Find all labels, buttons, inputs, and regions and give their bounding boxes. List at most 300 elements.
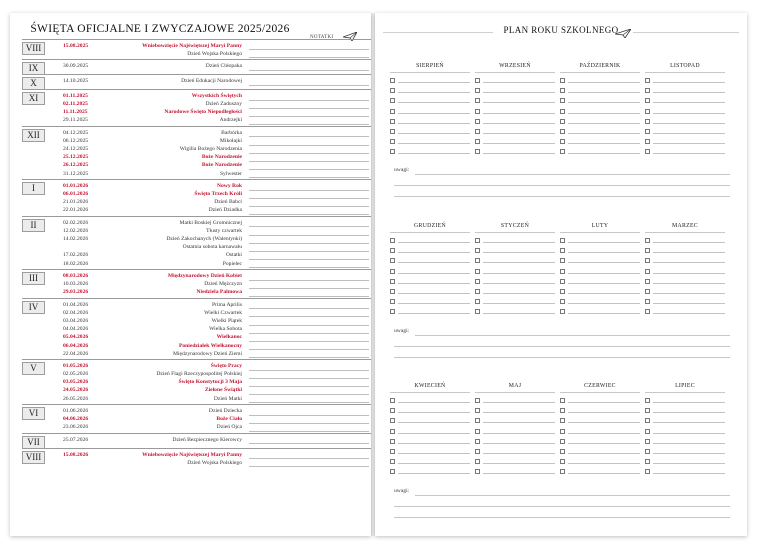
holiday-date: 21.01.2026 — [63, 199, 89, 206]
holiday-name: Boże Narodzenie — [201, 162, 242, 169]
task-item[interactable] — [390, 117, 470, 125]
checkbox[interactable] — [560, 469, 565, 474]
checkbox[interactable] — [390, 119, 395, 124]
holiday-date: 22.01.2026 — [63, 207, 89, 214]
checkbox[interactable] — [560, 299, 565, 304]
checkbox[interactable] — [645, 289, 650, 294]
holiday-date: 01.06.2026 — [63, 407, 89, 414]
task-item[interactable] — [475, 307, 555, 315]
task-item[interactable] — [475, 447, 555, 455]
task-item[interactable] — [390, 127, 470, 135]
task-line — [568, 242, 640, 243]
task-item[interactable] — [475, 467, 555, 475]
task-item[interactable] — [560, 406, 640, 414]
checkbox[interactable] — [475, 418, 480, 423]
task-item[interactable] — [645, 287, 725, 295]
task-item[interactable] — [390, 307, 470, 315]
checkbox[interactable] — [645, 129, 650, 134]
task-item[interactable] — [645, 277, 725, 285]
checkbox[interactable] — [475, 269, 480, 274]
checkbox[interactable] — [645, 98, 650, 103]
task-item[interactable] — [560, 396, 640, 404]
task-item[interactable] — [475, 256, 555, 264]
checkbox[interactable] — [560, 289, 565, 294]
task-item[interactable] — [645, 117, 725, 125]
holiday-date: 04.12.2025 — [63, 129, 89, 136]
checkbox[interactable] — [475, 119, 480, 124]
note-line[interactable] — [249, 466, 369, 467]
holiday-name: Narodowe Święto Niepodległości — [164, 109, 242, 116]
task-item[interactable] — [560, 277, 640, 285]
checkbox[interactable] — [475, 289, 480, 294]
checkbox[interactable] — [475, 459, 480, 464]
task-line — [568, 402, 640, 403]
task-line — [483, 242, 555, 243]
checkbox[interactable] — [560, 258, 565, 263]
task-line — [568, 473, 640, 474]
task-item[interactable] — [645, 86, 725, 94]
checkbox[interactable] — [475, 88, 480, 93]
month-block — [22, 404, 371, 434]
checkbox[interactable] — [390, 109, 395, 114]
remarks-line[interactable] — [415, 174, 730, 175]
task-item[interactable] — [475, 267, 555, 275]
holiday-name: Ostatnia sobota karnawału — [182, 244, 242, 251]
task-item[interactable] — [645, 457, 725, 465]
task-line — [653, 443, 725, 444]
task-line — [483, 153, 555, 154]
task-item[interactable] — [560, 447, 640, 455]
checkbox[interactable] — [475, 248, 480, 253]
task-item[interactable] — [475, 107, 555, 115]
task-item[interactable] — [475, 117, 555, 125]
task-item[interactable] — [390, 297, 470, 305]
checkbox[interactable] — [390, 418, 395, 423]
checkbox[interactable] — [475, 129, 480, 134]
checkbox[interactable] — [645, 119, 650, 124]
task-line — [568, 303, 640, 304]
task-item[interactable] — [560, 256, 640, 264]
checkbox[interactable] — [475, 279, 480, 284]
holiday-name: Wszystkich Świętych — [191, 92, 242, 99]
month-block — [22, 359, 371, 405]
task-line — [398, 133, 470, 134]
checkbox[interactable] — [390, 299, 395, 304]
task-line — [653, 113, 725, 114]
holiday-date: 06.01.2026 — [63, 191, 89, 198]
checkbox[interactable] — [560, 98, 565, 103]
holiday-name: Dzień Chłopaka — [205, 62, 242, 69]
checkbox[interactable] — [560, 279, 565, 284]
task-line — [653, 123, 725, 124]
holiday-date: 02.04.2026 — [63, 309, 89, 316]
holiday-date: 10.03.2026 — [63, 281, 89, 288]
task-item[interactable] — [390, 96, 470, 104]
checkbox[interactable] — [645, 398, 650, 403]
holiday-name: Niedziela Palmowa — [196, 289, 242, 296]
task-item[interactable] — [475, 277, 555, 285]
task-item[interactable] — [475, 137, 555, 145]
task-line — [568, 313, 640, 314]
task-line — [653, 153, 725, 154]
task-line — [568, 463, 640, 464]
checkbox[interactable] — [645, 149, 650, 154]
task-item[interactable] — [560, 76, 640, 84]
checkbox[interactable] — [390, 139, 395, 144]
task-item[interactable] — [475, 437, 555, 445]
task-item[interactable] — [560, 427, 640, 435]
month-roman-numeral: I — [22, 182, 45, 195]
task-item[interactable] — [645, 396, 725, 404]
task-item[interactable] — [645, 147, 725, 155]
task-item[interactable] — [560, 287, 640, 295]
task-item[interactable] — [560, 416, 640, 424]
task-line — [398, 473, 470, 474]
task-item[interactable] — [645, 76, 725, 84]
plan-title — [375, 25, 747, 35]
task-line — [568, 133, 640, 134]
task-item[interactable] — [645, 96, 725, 104]
task-item[interactable] — [560, 137, 640, 145]
month-column-header: KWIECIEŃ — [414, 383, 446, 389]
task-item[interactable] — [475, 246, 555, 254]
task-item[interactable] — [645, 267, 725, 275]
checkbox[interactable] — [390, 149, 395, 154]
task-item[interactable] — [645, 107, 725, 115]
holiday-name: Mikołajki — [219, 137, 242, 144]
task-item[interactable] — [645, 236, 725, 244]
remarks-label: uwagi: — [394, 167, 410, 173]
checkbox[interactable] — [475, 238, 480, 243]
checkbox[interactable] — [390, 238, 395, 243]
task-item[interactable] — [475, 297, 555, 305]
task-item[interactable] — [390, 147, 470, 155]
task-item[interactable] — [645, 427, 725, 435]
remarks-line[interactable] — [394, 506, 730, 507]
task-line — [653, 293, 725, 294]
task-line — [483, 402, 555, 403]
task-line — [653, 262, 725, 263]
checkbox[interactable] — [560, 129, 565, 134]
task-item[interactable] — [475, 406, 555, 414]
checkbox[interactable] — [645, 238, 650, 243]
checkbox[interactable] — [560, 408, 565, 413]
holiday-name: Dzień Wojska Polskiego — [187, 459, 242, 466]
header-underline — [390, 392, 470, 393]
checkbox[interactable] — [475, 309, 480, 314]
holiday-name: Dzień Flagi Rzeczypospolitej Polskiej — [156, 371, 242, 378]
checkbox[interactable] — [475, 98, 480, 103]
task-item[interactable] — [560, 307, 640, 315]
checkbox[interactable] — [390, 78, 395, 83]
task-line — [483, 113, 555, 114]
checkbox[interactable] — [645, 248, 650, 253]
month-block — [22, 89, 371, 127]
checkbox[interactable] — [475, 78, 480, 83]
month-column-header: MAJ — [508, 383, 522, 389]
task-item[interactable] — [390, 287, 470, 295]
checkbox[interactable] — [475, 299, 480, 304]
remarks-label: uwagi: — [394, 488, 410, 494]
task-item[interactable] — [645, 127, 725, 135]
holiday-name: Święto Trzech Króli — [194, 191, 242, 198]
task-item[interactable] — [390, 256, 470, 264]
task-item[interactable] — [475, 147, 555, 155]
checkbox[interactable] — [645, 258, 650, 263]
holiday-date: 04.06.2026 — [63, 416, 89, 423]
task-line — [483, 433, 555, 434]
task-item[interactable] — [390, 137, 470, 145]
header-underline — [645, 392, 725, 393]
task-item[interactable] — [390, 396, 470, 404]
task-item[interactable] — [560, 467, 640, 475]
checkbox[interactable] — [560, 248, 565, 253]
checkbox[interactable] — [390, 269, 395, 274]
checkbox[interactable] — [645, 459, 650, 464]
checkbox[interactable] — [560, 449, 565, 454]
task-item[interactable] — [390, 236, 470, 244]
checkbox[interactable] — [560, 78, 565, 83]
checkbox[interactable] — [390, 279, 395, 284]
task-item[interactable] — [645, 137, 725, 145]
task-item[interactable] — [475, 416, 555, 424]
task-item[interactable] — [475, 396, 555, 404]
remarks-line[interactable] — [394, 346, 730, 347]
checkbox[interactable] — [390, 398, 395, 403]
month-block — [22, 269, 371, 299]
checkbox[interactable] — [560, 109, 565, 114]
task-item[interactable] — [645, 437, 725, 445]
checkbox[interactable] — [560, 418, 565, 423]
checkbox[interactable] — [390, 429, 395, 434]
checkbox[interactable] — [475, 109, 480, 114]
task-item[interactable] — [475, 127, 555, 135]
task-item[interactable] — [475, 236, 555, 244]
task-item[interactable] — [390, 457, 470, 465]
task-line — [568, 433, 640, 434]
task-item[interactable] — [475, 427, 555, 435]
checkbox[interactable] — [475, 449, 480, 454]
month-column-header: CZERWIEC — [584, 383, 616, 389]
holiday-name: Wielkanoc — [216, 334, 242, 341]
checkbox[interactable] — [645, 269, 650, 274]
task-line — [653, 102, 725, 103]
header-underline — [475, 392, 555, 393]
task-item[interactable] — [560, 86, 640, 94]
task-line — [398, 422, 470, 423]
task-item[interactable] — [390, 416, 470, 424]
right-page-school-plan — [375, 13, 747, 536]
task-item[interactable] — [560, 437, 640, 445]
task-item[interactable] — [645, 447, 725, 455]
task-line — [398, 113, 470, 114]
left-page-holidays — [10, 13, 371, 536]
note-line[interactable] — [249, 70, 369, 71]
holiday-name: Dzień Mężczyzn — [204, 281, 242, 288]
remarks-line[interactable] — [394, 357, 730, 358]
checkbox[interactable] — [645, 439, 650, 444]
checkbox[interactable] — [475, 258, 480, 263]
task-item[interactable] — [560, 107, 640, 115]
task-line — [483, 463, 555, 464]
remarks-line[interactable] — [415, 335, 730, 336]
checkbox[interactable] — [475, 439, 480, 444]
task-line — [398, 293, 470, 294]
task-line — [398, 412, 470, 413]
task-item[interactable] — [645, 307, 725, 315]
checkbox[interactable] — [560, 149, 565, 154]
task-line — [483, 422, 555, 423]
note-line[interactable] — [249, 85, 369, 86]
checkbox[interactable] — [390, 459, 395, 464]
holiday-date: 25.07.2026 — [63, 436, 89, 443]
checkbox[interactable] — [475, 139, 480, 144]
checkbox[interactable] — [560, 119, 565, 124]
checkbox[interactable] — [645, 449, 650, 454]
task-item[interactable] — [390, 277, 470, 285]
header-underline — [560, 392, 640, 393]
holiday-date: 01.05.2026 — [63, 362, 89, 369]
task-item[interactable] — [645, 467, 725, 475]
task-item[interactable] — [560, 236, 640, 244]
checkbox[interactable] — [560, 139, 565, 144]
task-item[interactable] — [475, 76, 555, 84]
task-line — [568, 252, 640, 253]
remarks-line[interactable] — [394, 196, 730, 197]
task-line — [398, 252, 470, 253]
checkbox[interactable] — [390, 129, 395, 134]
task-line — [653, 252, 725, 253]
task-item[interactable] — [645, 246, 725, 254]
checkbox[interactable] — [645, 299, 650, 304]
checkbox[interactable] — [390, 439, 395, 444]
holiday-name: Dzień Bezpiecznego Kierowcy — [172, 436, 242, 443]
checkbox[interactable] — [645, 279, 650, 284]
task-item[interactable] — [475, 287, 555, 295]
task-line — [398, 123, 470, 124]
task-item[interactable] — [560, 96, 640, 104]
task-item[interactable] — [560, 297, 640, 305]
checkbox[interactable] — [560, 398, 565, 403]
task-line — [653, 313, 725, 314]
task-item[interactable] — [390, 86, 470, 94]
task-item[interactable] — [390, 267, 470, 275]
task-item[interactable] — [390, 246, 470, 254]
task-item[interactable] — [390, 427, 470, 435]
remarks-line[interactable] — [394, 517, 730, 518]
holiday-name: Popielec — [222, 260, 242, 267]
month-roman-numeral: III — [22, 272, 45, 285]
task-line — [483, 143, 555, 144]
holiday-date: 23.06.2026 — [63, 424, 89, 431]
task-item[interactable] — [390, 447, 470, 455]
task-item[interactable] — [390, 467, 470, 475]
checkbox[interactable] — [390, 88, 395, 93]
task-line — [398, 303, 470, 304]
month-roman-numeral: XII — [22, 129, 45, 142]
task-item[interactable] — [560, 127, 640, 135]
checkbox[interactable] — [645, 88, 650, 93]
month-block — [22, 39, 371, 60]
checkbox[interactable] — [560, 309, 565, 314]
task-item[interactable] — [645, 406, 725, 414]
task-item[interactable] — [560, 267, 640, 275]
holiday-name: Międzynarodowy Dzień Kobiet — [167, 272, 242, 279]
note-line[interactable] — [249, 443, 369, 444]
checkbox[interactable] — [475, 149, 480, 154]
task-line — [398, 283, 470, 284]
task-item[interactable] — [560, 246, 640, 254]
remarks-line[interactable] — [394, 185, 730, 186]
holiday-name: Zielone Świątki — [204, 387, 242, 394]
task-item[interactable] — [645, 416, 725, 424]
holiday-date: 01.01.2026 — [63, 182, 89, 189]
task-item[interactable] — [475, 86, 555, 94]
checkbox[interactable] — [390, 289, 395, 294]
holiday-date: 15.08.2025 — [63, 42, 89, 49]
checkbox[interactable] — [390, 449, 395, 454]
checkbox[interactable] — [560, 439, 565, 444]
holiday-date: 26.12.2025 — [63, 162, 89, 169]
checkbox[interactable] — [645, 78, 650, 83]
task-item[interactable] — [390, 406, 470, 414]
checkbox[interactable] — [645, 139, 650, 144]
task-item[interactable] — [475, 96, 555, 104]
checkbox[interactable] — [390, 258, 395, 263]
checkbox[interactable] — [645, 418, 650, 423]
checkbox[interactable] — [560, 459, 565, 464]
checkbox[interactable] — [645, 408, 650, 413]
checkbox[interactable] — [390, 98, 395, 103]
holiday-name: Wniebowzięcie Najświętszej Maryi Panny — [142, 451, 242, 458]
task-line — [398, 82, 470, 83]
checkbox[interactable] — [560, 88, 565, 93]
task-line — [483, 412, 555, 413]
checkbox[interactable] — [390, 408, 395, 413]
task-item[interactable] — [560, 147, 640, 155]
task-item[interactable] — [560, 117, 640, 125]
month-roman-numeral: X — [22, 77, 45, 90]
holiday-date: 06.12.2025 — [63, 137, 89, 144]
checkbox[interactable] — [475, 469, 480, 474]
task-item[interactable] — [390, 76, 470, 84]
checkbox[interactable] — [390, 309, 395, 314]
task-item[interactable] — [645, 256, 725, 264]
month-block — [22, 179, 371, 217]
checkbox[interactable] — [645, 309, 650, 314]
checkbox[interactable] — [475, 408, 480, 413]
checkbox[interactable] — [560, 269, 565, 274]
checkbox[interactable] — [560, 429, 565, 434]
holiday-name: Dzień Babci — [214, 199, 242, 206]
task-item[interactable] — [390, 107, 470, 115]
task-item[interactable] — [475, 457, 555, 465]
checkbox[interactable] — [475, 398, 480, 403]
task-item[interactable] — [390, 437, 470, 445]
checkbox[interactable] — [645, 469, 650, 474]
checkbox[interactable] — [390, 248, 395, 253]
task-item[interactable] — [645, 297, 725, 305]
remarks-line[interactable] — [415, 495, 730, 496]
checkbox[interactable] — [390, 469, 395, 474]
checkbox[interactable] — [560, 238, 565, 243]
task-item[interactable] — [560, 457, 640, 465]
task-line — [398, 453, 470, 454]
task-line — [398, 153, 470, 154]
checkbox[interactable] — [475, 429, 480, 434]
checkbox[interactable] — [645, 429, 650, 434]
checkbox[interactable] — [645, 109, 650, 114]
